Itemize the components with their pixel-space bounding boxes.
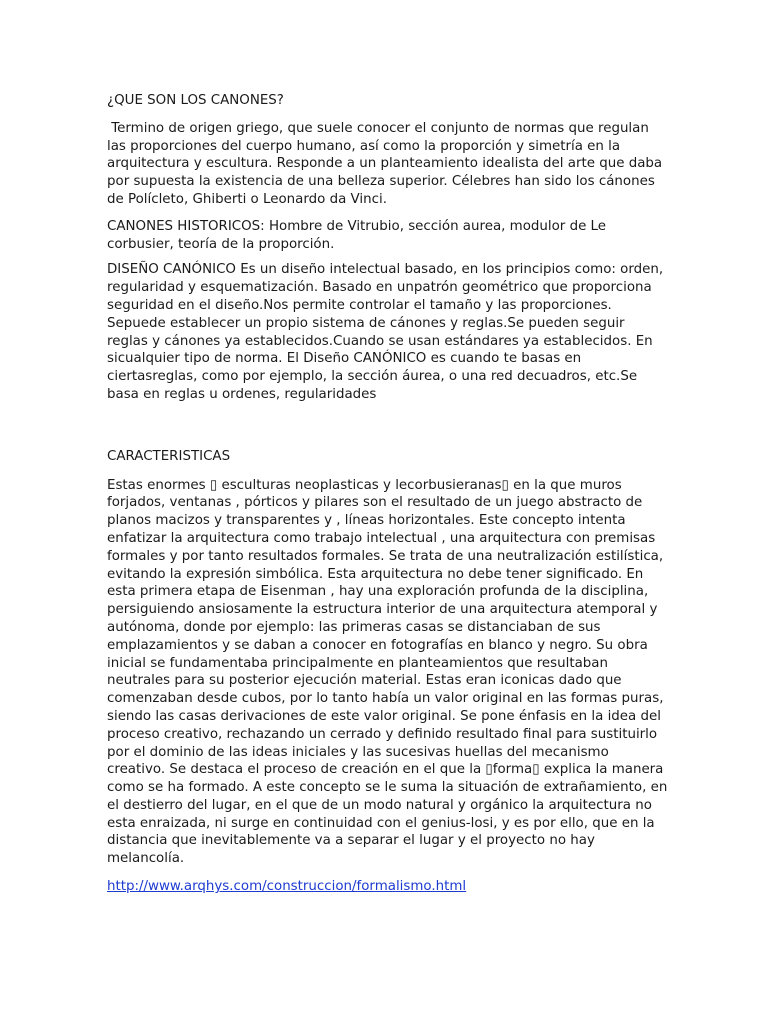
intro-paragraph: Termino de origen griego, que suele conocer el conjunto de normas que regulan las proporciones del cuerpo humano, así como la proporción y simetría en la arquitectura y escultura. Responde a un planteamiento idealista del arte que daba por supuesta la existencia de una belleza superior. Célebres han sido los cánones de Polícleto, Ghiberti o Leonardo da Vinci. <box>107 120 667 207</box>
blank-line <box>107 431 668 448</box>
characteristics-heading: CARACTERISTICAS <box>107 448 231 464</box>
heading: ¿QUE SON LOS CANONES? <box>107 93 284 108</box>
historic-canons-paragraph: CANONES HISTORICOS: Hombre de Vitrubio, sección aurea, modulor de Le corbusier, teoría de la proporción. <box>107 218 607 252</box>
source-link[interactable]: http://www.arqhys.com/construccion/formalismo.html <box>107 879 467 895</box>
characteristics-paragraph: Estas enormes ▯ esculturas neoplasticas y lecorbusieranas▯ en la que muros forjados, ventanas , pórticos y pilares son el resultado de un juego abstracto de planos macizos y transparentes y , líneas horizontales. Este concepto intenta enfatizar la arquitectura como trabajo intelectual , una arquitectura con premisas formales y por tanto resultados formales. Se trata de una neutralización estilística, evitando la expresión simbólica. Esta arquitectura no debe tener significado. En esta primera etapa de Eisenman , hay una exploración profunda de la disciplina, persiguiendo ansiosamente la estructura interior de una arquitectura atemporal y autónoma, donde por ejemplo: las primeras casas se distanciaban de sus emplazamientos y se daban a conocer en fotografías en blanco y negro. Su obra inicial se fundamentaba principalmente en planteamientos que resultaban neutrales para su posterior ejecución material. Estas eran iconicas dado que comenzaban desde cubos, por lo tanto había un valor original en las formas puras, siendo las casas derivaciones de este valor original. Se pone énfasis en la idea del proceso creativo, rechazando un cerrado y definido resultado final para sustituirlo por el dominio de las ideas iniciales y las sucesivas huellas del mecanismo creativo. Se destaca el proceso de creación en el que la ▯forma▯ explica la manera como se ha formado. A este concepto se le suma la situación de extrañamiento, en el destierro del lugar, en el que de un modo natural y orgánico la arquitectura no esta enraizada, ni surge en continuidad con el genius-losi, y es por ello, que en la distancia que inevitablemente va a separar el lugar y el proyecto no hay melancolía. <box>107 477 668 867</box>
source-link-line <box>107 878 668 896</box>
canonical-design-paragraph: DISEÑO CANÓNICO Es un diseño intelectual basado, en los principios como: orden, regularidad y esquematización. Basado en unpatrón geométrico que proporciona seguridad en el diseño.Nos permite controlar el tamaño y las proporciones. Sepuede establecer un propio sistema de cánones y reglas.Se pueden seguir reglas y cánones ya establecidos.Cuando se usan estándares ya establecidos. En sicualquier tipo de norma. El Diseño CANÓNICO es cuando te basas en ciertasreglas, como por ejemplo, la sección áurea, o una red decuadros, etc.Se basa en reglas u ordenes, regularidades <box>107 262 664 402</box>
